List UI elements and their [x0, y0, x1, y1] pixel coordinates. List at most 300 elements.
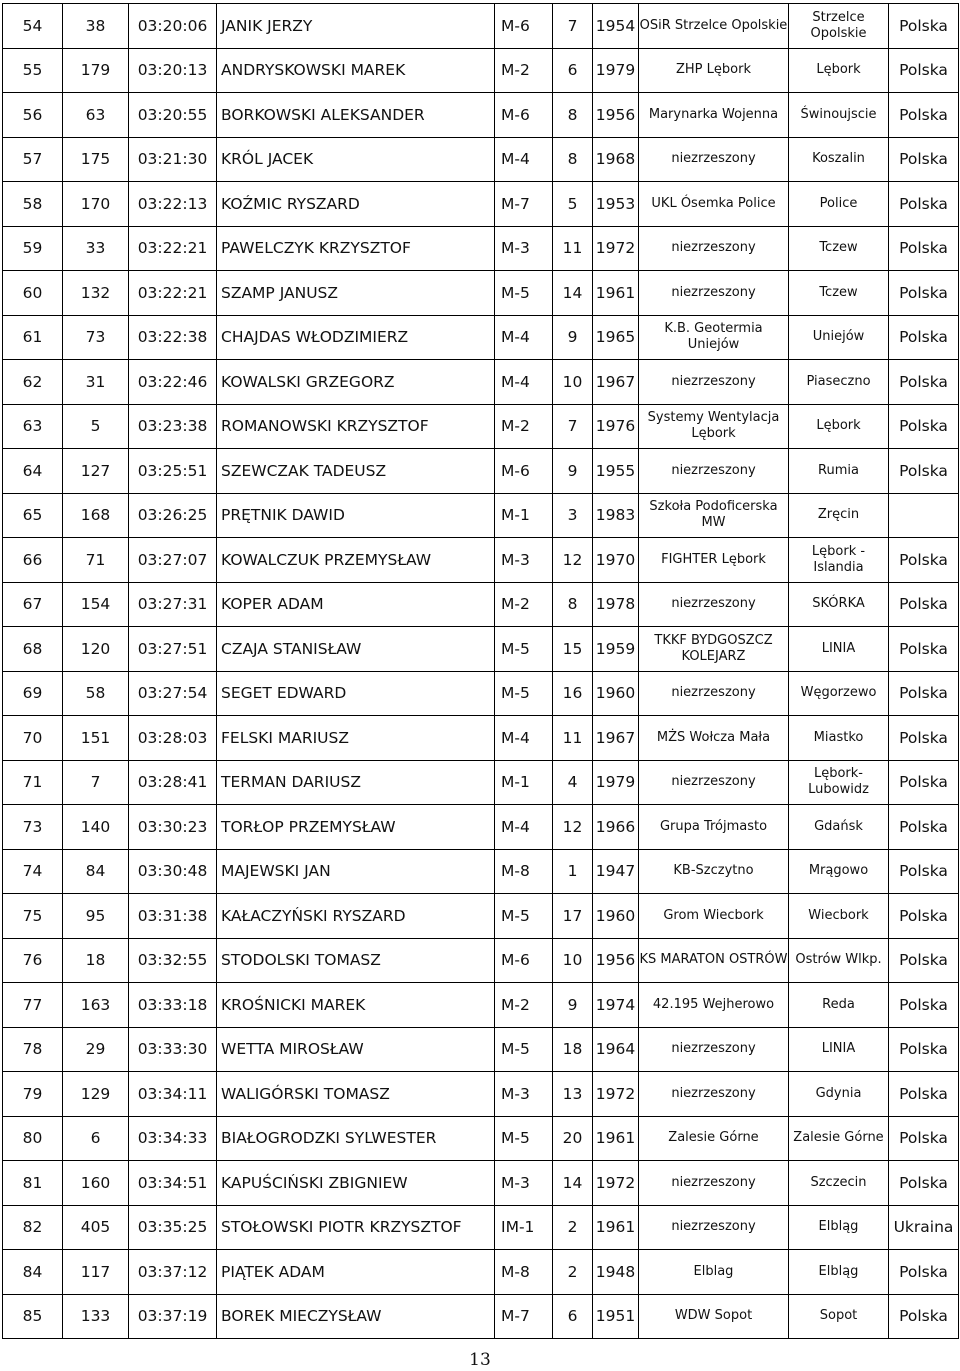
finish-time-cell: 03:27:07: [129, 538, 217, 583]
birth-year-cell: 1951: [593, 1294, 639, 1339]
category-place-cell: 8: [553, 137, 593, 182]
category-place-cell: 11: [553, 226, 593, 271]
birth-year-cell: 1979: [593, 48, 639, 93]
finish-time-cell: 03:27:51: [129, 627, 217, 672]
city-cell: Gdańsk: [789, 805, 889, 850]
birth-year-cell: 1959: [593, 627, 639, 672]
category-place-cell: 3: [553, 493, 593, 538]
finish-time-cell: 03:34:11: [129, 1072, 217, 1117]
country-cell: Polska: [889, 449, 959, 494]
country-cell: Polska: [889, 360, 959, 405]
category-cell: M-5: [495, 671, 553, 716]
country-cell: Polska: [889, 271, 959, 316]
bib-number-cell: 154: [63, 582, 129, 627]
club-cell: niezrzeszony: [639, 137, 789, 182]
runner-name-cell: KOŹMIC RYSZARD: [217, 182, 495, 227]
category-cell: M-7: [495, 1294, 553, 1339]
city-cell: Elbląg: [789, 1250, 889, 1295]
runner-name-cell: KOWALSKI GRZEGORZ: [217, 360, 495, 405]
city-cell: SKÓRKA: [789, 582, 889, 627]
club-cell: WDW Sopot: [639, 1294, 789, 1339]
category-cell: M-4: [495, 805, 553, 850]
runner-name-cell: ANDRYSKOWSKI MAREK: [217, 48, 495, 93]
category-place-cell: 2: [553, 1250, 593, 1295]
bib-number-cell: 117: [63, 1250, 129, 1295]
category-place-cell: 6: [553, 1294, 593, 1339]
category-cell: M-6: [495, 4, 553, 49]
city-cell: Tczew: [789, 271, 889, 316]
table-row: [3, 360, 959, 405]
city-cell: LINIA: [789, 627, 889, 672]
category-cell: M-4: [495, 360, 553, 405]
bib-number-cell: 5: [63, 404, 129, 449]
bib-number-cell: 120: [63, 627, 129, 672]
results-table: [2, 3, 959, 1339]
finish-time-cell: 03:22:21: [129, 271, 217, 316]
runner-name-cell: STODOLSKI TOMASZ: [217, 938, 495, 983]
category-cell: M-5: [495, 271, 553, 316]
table-row: [3, 760, 959, 805]
birth-year-cell: 1960: [593, 894, 639, 939]
club-cell: FIGHTER Lębork: [639, 538, 789, 583]
category-place-cell: 5: [553, 182, 593, 227]
birth-year-cell: 1967: [593, 360, 639, 405]
bib-number-cell: 31: [63, 360, 129, 405]
place-cell: 78: [3, 1027, 63, 1072]
birth-year-cell: 1978: [593, 582, 639, 627]
finish-time-cell: 03:26:25: [129, 493, 217, 538]
club-cell: niezrzeszony: [639, 1072, 789, 1117]
birth-year-cell: 1970: [593, 538, 639, 583]
table-row: [3, 1294, 959, 1339]
category-place-cell: 12: [553, 538, 593, 583]
finish-time-cell: 03:23:38: [129, 404, 217, 449]
category-place-cell: 20: [553, 1116, 593, 1161]
bib-number-cell: 133: [63, 1294, 129, 1339]
club-cell: niezrzeszony: [639, 760, 789, 805]
city-cell: Elbląg: [789, 1205, 889, 1250]
category-place-cell: 16: [553, 671, 593, 716]
runner-name-cell: KROŚNICKI MAREK: [217, 983, 495, 1028]
finish-time-cell: 03:25:51: [129, 449, 217, 494]
club-cell: Systemy Wentylacja Lębork: [639, 404, 789, 449]
country-cell: Polska: [889, 671, 959, 716]
category-place-cell: 4: [553, 760, 593, 805]
finish-time-cell: 03:33:18: [129, 983, 217, 1028]
bib-number-cell: 95: [63, 894, 129, 939]
place-cell: 80: [3, 1116, 63, 1161]
country-cell: Polska: [889, 582, 959, 627]
category-cell: M-8: [495, 1250, 553, 1295]
country-cell: Polska: [889, 226, 959, 271]
city-cell: Wiecbork: [789, 894, 889, 939]
finish-time-cell: 03:30:23: [129, 805, 217, 850]
city-cell: Gdynia: [789, 1072, 889, 1117]
club-cell: niezrzeszony: [639, 1205, 789, 1250]
bib-number-cell: 140: [63, 805, 129, 850]
country-cell: Polska: [889, 182, 959, 227]
birth-year-cell: 1974: [593, 983, 639, 1028]
runner-name-cell: FELSKI MARIUSZ: [217, 716, 495, 761]
club-cell: Grom Wiecbork: [639, 894, 789, 939]
category-cell: M-6: [495, 449, 553, 494]
birth-year-cell: 1983: [593, 493, 639, 538]
place-cell: 85: [3, 1294, 63, 1339]
place-cell: 67: [3, 582, 63, 627]
category-cell: M-1: [495, 493, 553, 538]
runner-name-cell: ROMANOWSKI KRZYSZTOF: [217, 404, 495, 449]
bib-number-cell: 170: [63, 182, 129, 227]
birth-year-cell: 1964: [593, 1027, 639, 1072]
place-cell: 54: [3, 4, 63, 49]
country-cell: Polska: [889, 849, 959, 894]
category-place-cell: 1: [553, 849, 593, 894]
bib-number-cell: 179: [63, 48, 129, 93]
birth-year-cell: 1972: [593, 1072, 639, 1117]
finish-time-cell: 03:22:38: [129, 315, 217, 360]
bib-number-cell: 84: [63, 849, 129, 894]
country-cell: Polska: [889, 1161, 959, 1206]
club-cell: Grupa Trójmasto: [639, 805, 789, 850]
finish-time-cell: 03:35:25: [129, 1205, 217, 1250]
country-cell: Polska: [889, 760, 959, 805]
runner-name-cell: MAJEWSKI JAN: [217, 849, 495, 894]
bib-number-cell: 151: [63, 716, 129, 761]
bib-number-cell: 38: [63, 4, 129, 49]
finish-time-cell: 03:31:38: [129, 894, 217, 939]
runner-name-cell: SZEWCZAK TADEUSZ: [217, 449, 495, 494]
place-cell: 58: [3, 182, 63, 227]
table-row: [3, 48, 959, 93]
place-cell: 64: [3, 449, 63, 494]
table-row: [3, 493, 959, 538]
runner-name-cell: KRÓL JACEK: [217, 137, 495, 182]
category-cell: M-6: [495, 938, 553, 983]
table-row: [3, 449, 959, 494]
bib-number-cell: 160: [63, 1161, 129, 1206]
runner-name-cell: CHAJDAS WŁODZIMIERZ: [217, 315, 495, 360]
finish-time-cell: 03:22:13: [129, 182, 217, 227]
category-cell: M-5: [495, 627, 553, 672]
table-row: [3, 404, 959, 449]
category-place-cell: 15: [553, 627, 593, 672]
club-cell: 42.195 Wejherowo: [639, 983, 789, 1028]
runner-name-cell: KOPER ADAM: [217, 582, 495, 627]
category-place-cell: 11: [553, 716, 593, 761]
bib-number-cell: 132: [63, 271, 129, 316]
runner-name-cell: SEGET EDWARD: [217, 671, 495, 716]
club-cell: ZHP Lębork: [639, 48, 789, 93]
birth-year-cell: 1955: [593, 449, 639, 494]
club-cell: niezrzeszony: [639, 671, 789, 716]
bib-number-cell: 405: [63, 1205, 129, 1250]
city-cell: Zręcin: [789, 493, 889, 538]
runner-name-cell: TERMAN DARIUSZ: [217, 760, 495, 805]
club-cell: niezrzeszony: [639, 1161, 789, 1206]
city-cell: Świnoujscie: [789, 93, 889, 138]
runner-name-cell: BOREK MIECZYSŁAW: [217, 1294, 495, 1339]
city-cell: Tczew: [789, 226, 889, 271]
country-cell: Polska: [889, 1072, 959, 1117]
birth-year-cell: 1947: [593, 849, 639, 894]
place-cell: 74: [3, 849, 63, 894]
country-cell: Polska: [889, 1294, 959, 1339]
finish-time-cell: 03:30:48: [129, 849, 217, 894]
country-cell: Polska: [889, 1027, 959, 1072]
category-cell: M-4: [495, 137, 553, 182]
bib-number-cell: 63: [63, 93, 129, 138]
category-cell: M-2: [495, 48, 553, 93]
place-cell: 77: [3, 983, 63, 1028]
finish-time-cell: 03:21:30: [129, 137, 217, 182]
table-row: [3, 1205, 959, 1250]
runner-name-cell: PIĄTEK ADAM: [217, 1250, 495, 1295]
club-cell: K.B. Geotermia Uniejów: [639, 315, 789, 360]
category-place-cell: 7: [553, 4, 593, 49]
club-cell: OSiR Strzelce Opolskie: [639, 4, 789, 49]
category-place-cell: 10: [553, 360, 593, 405]
place-cell: 75: [3, 894, 63, 939]
finish-time-cell: 03:34:51: [129, 1161, 217, 1206]
bib-number-cell: 7: [63, 760, 129, 805]
finish-time-cell: 03:27:31: [129, 582, 217, 627]
club-cell: MŻS Wołcza Mała: [639, 716, 789, 761]
club-cell: niezrzeszony: [639, 226, 789, 271]
table-row: [3, 1072, 959, 1117]
table-row: [3, 137, 959, 182]
table-row: [3, 538, 959, 583]
category-place-cell: 9: [553, 983, 593, 1028]
place-cell: 81: [3, 1161, 63, 1206]
finish-time-cell: 03:33:30: [129, 1027, 217, 1072]
runner-name-cell: BORKOWSKI ALEKSANDER: [217, 93, 495, 138]
runner-name-cell: JANIK JERZY: [217, 4, 495, 49]
country-cell: Polska: [889, 404, 959, 449]
category-cell: M-3: [495, 1161, 553, 1206]
bib-number-cell: 163: [63, 983, 129, 1028]
club-cell: niezrzeszony: [639, 449, 789, 494]
runner-name-cell: STOŁOWSKI PIOTR KRZYSZTOF: [217, 1205, 495, 1250]
place-cell: 61: [3, 315, 63, 360]
club-cell: Szkoła Podoficerska MW: [639, 493, 789, 538]
club-cell: Elblag: [639, 1250, 789, 1295]
place-cell: 63: [3, 404, 63, 449]
birth-year-cell: 1961: [593, 1116, 639, 1161]
category-place-cell: 14: [553, 271, 593, 316]
place-cell: 76: [3, 938, 63, 983]
birth-year-cell: 1956: [593, 938, 639, 983]
city-cell: Sopot: [789, 1294, 889, 1339]
bib-number-cell: 73: [63, 315, 129, 360]
table-row: [3, 983, 959, 1028]
city-cell: Ostrów Wlkp.: [789, 938, 889, 983]
place-cell: 65: [3, 493, 63, 538]
birth-year-cell: 1968: [593, 137, 639, 182]
place-cell: 82: [3, 1205, 63, 1250]
category-cell: M-3: [495, 538, 553, 583]
runner-name-cell: KAŁACZYŃSKI RYSZARD: [217, 894, 495, 939]
birth-year-cell: 1967: [593, 716, 639, 761]
table-row: [3, 894, 959, 939]
place-cell: 55: [3, 48, 63, 93]
finish-time-cell: 03:22:46: [129, 360, 217, 405]
club-cell: niezrzeszony: [639, 582, 789, 627]
country-cell: Polska: [889, 1250, 959, 1295]
category-place-cell: 9: [553, 315, 593, 360]
runner-name-cell: TORŁOP PRZEMYSŁAW: [217, 805, 495, 850]
country-cell: Polska: [889, 93, 959, 138]
category-cell: M-3: [495, 1072, 553, 1117]
club-cell: niezrzeszony: [639, 1027, 789, 1072]
category-cell: M-1: [495, 760, 553, 805]
country-cell: Polska: [889, 4, 959, 49]
club-cell: Marynarka Wojenna: [639, 93, 789, 138]
birth-year-cell: 1972: [593, 226, 639, 271]
bib-number-cell: 6: [63, 1116, 129, 1161]
finish-time-cell: 03:37:12: [129, 1250, 217, 1295]
birth-year-cell: 1972: [593, 1161, 639, 1206]
category-cell: M-7: [495, 182, 553, 227]
table-row: [3, 4, 959, 49]
place-cell: 79: [3, 1072, 63, 1117]
birth-year-cell: 1966: [593, 805, 639, 850]
birth-year-cell: 1954: [593, 4, 639, 49]
city-cell: LINIA: [789, 1027, 889, 1072]
birth-year-cell: 1960: [593, 671, 639, 716]
category-cell: IM-1: [495, 1205, 553, 1250]
category-cell: M-4: [495, 716, 553, 761]
place-cell: 73: [3, 805, 63, 850]
club-cell: Zalesie Górne: [639, 1116, 789, 1161]
category-cell: M-8: [495, 849, 553, 894]
club-cell: niezrzeszony: [639, 271, 789, 316]
bib-number-cell: 18: [63, 938, 129, 983]
country-cell: Polska: [889, 1116, 959, 1161]
table-row: [3, 671, 959, 716]
category-place-cell: 9: [553, 449, 593, 494]
runner-name-cell: KAPUŚCIŃSKI ZBIGNIEW: [217, 1161, 495, 1206]
country-cell: Polska: [889, 716, 959, 761]
club-cell: KS MARATON OSTRÓW: [639, 938, 789, 983]
table-row: [3, 271, 959, 316]
place-cell: 70: [3, 716, 63, 761]
bib-number-cell: 33: [63, 226, 129, 271]
country-cell: [889, 493, 959, 538]
country-cell: Polska: [889, 538, 959, 583]
bib-number-cell: 129: [63, 1072, 129, 1117]
place-cell: 84: [3, 1250, 63, 1295]
place-cell: 60: [3, 271, 63, 316]
city-cell: Miastko: [789, 716, 889, 761]
country-cell: Polska: [889, 805, 959, 850]
city-cell: Uniejów: [789, 315, 889, 360]
place-cell: 56: [3, 93, 63, 138]
city-cell: Mrągowo: [789, 849, 889, 894]
city-cell: Lębork: [789, 404, 889, 449]
runner-name-cell: WALIGÓRSKI TOMASZ: [217, 1072, 495, 1117]
category-place-cell: 7: [553, 404, 593, 449]
category-cell: M-2: [495, 404, 553, 449]
table-row: [3, 315, 959, 360]
finish-time-cell: 03:37:19: [129, 1294, 217, 1339]
finish-time-cell: 03:28:41: [129, 760, 217, 805]
place-cell: 66: [3, 538, 63, 583]
category-place-cell: 17: [553, 894, 593, 939]
country-cell: Polska: [889, 983, 959, 1028]
birth-year-cell: 1961: [593, 271, 639, 316]
city-cell: Lębork: [789, 48, 889, 93]
country-cell: Polska: [889, 137, 959, 182]
table-row: [3, 93, 959, 138]
bib-number-cell: 168: [63, 493, 129, 538]
birth-year-cell: 1953: [593, 182, 639, 227]
finish-time-cell: 03:20:55: [129, 93, 217, 138]
table-row: [3, 627, 959, 672]
birth-year-cell: 1948: [593, 1250, 639, 1295]
runner-name-cell: PAWELCZYK KRZYSZTOF: [217, 226, 495, 271]
bib-number-cell: 127: [63, 449, 129, 494]
place-cell: 71: [3, 760, 63, 805]
city-cell: Zalesie Górne: [789, 1116, 889, 1161]
category-place-cell: 14: [553, 1161, 593, 1206]
category-cell: M-3: [495, 226, 553, 271]
place-cell: 62: [3, 360, 63, 405]
category-place-cell: 8: [553, 582, 593, 627]
table-row: [3, 849, 959, 894]
runner-name-cell: PRĘTNIK DAWID: [217, 493, 495, 538]
finish-time-cell: 03:32:55: [129, 938, 217, 983]
runner-name-cell: KOWALCZUK PRZEMYSŁAW: [217, 538, 495, 583]
category-cell: M-4: [495, 315, 553, 360]
table-row: [3, 1161, 959, 1206]
category-cell: M-5: [495, 894, 553, 939]
city-cell: Lębork-Lubowidz: [789, 760, 889, 805]
birth-year-cell: 1965: [593, 315, 639, 360]
place-cell: 57: [3, 137, 63, 182]
category-cell: M-2: [495, 983, 553, 1028]
bib-number-cell: 29: [63, 1027, 129, 1072]
table-row: [3, 582, 959, 627]
table-row: [3, 716, 959, 761]
runner-name-cell: WETTA MIROSŁAW: [217, 1027, 495, 1072]
place-cell: 68: [3, 627, 63, 672]
country-cell: Ukraina: [889, 1205, 959, 1250]
category-place-cell: 12: [553, 805, 593, 850]
table-row: [3, 182, 959, 227]
bib-number-cell: 58: [63, 671, 129, 716]
city-cell: Piaseczno: [789, 360, 889, 405]
bib-number-cell: 71: [63, 538, 129, 583]
runner-name-cell: CZAJA STANISŁAW: [217, 627, 495, 672]
finish-time-cell: 03:27:54: [129, 671, 217, 716]
place-cell: 59: [3, 226, 63, 271]
city-cell: Lębork - Islandia: [789, 538, 889, 583]
category-place-cell: 2: [553, 1205, 593, 1250]
finish-time-cell: 03:20:06: [129, 4, 217, 49]
country-cell: Polska: [889, 315, 959, 360]
birth-year-cell: 1979: [593, 760, 639, 805]
country-cell: Polska: [889, 938, 959, 983]
finish-time-cell: 03:34:33: [129, 1116, 217, 1161]
birth-year-cell: 1956: [593, 93, 639, 138]
country-cell: Polska: [889, 627, 959, 672]
category-cell: M-5: [495, 1027, 553, 1072]
place-cell: 69: [3, 671, 63, 716]
country-cell: Polska: [889, 894, 959, 939]
finish-time-cell: 03:22:21: [129, 226, 217, 271]
city-cell: Koszalin: [789, 137, 889, 182]
city-cell: Reda: [789, 983, 889, 1028]
